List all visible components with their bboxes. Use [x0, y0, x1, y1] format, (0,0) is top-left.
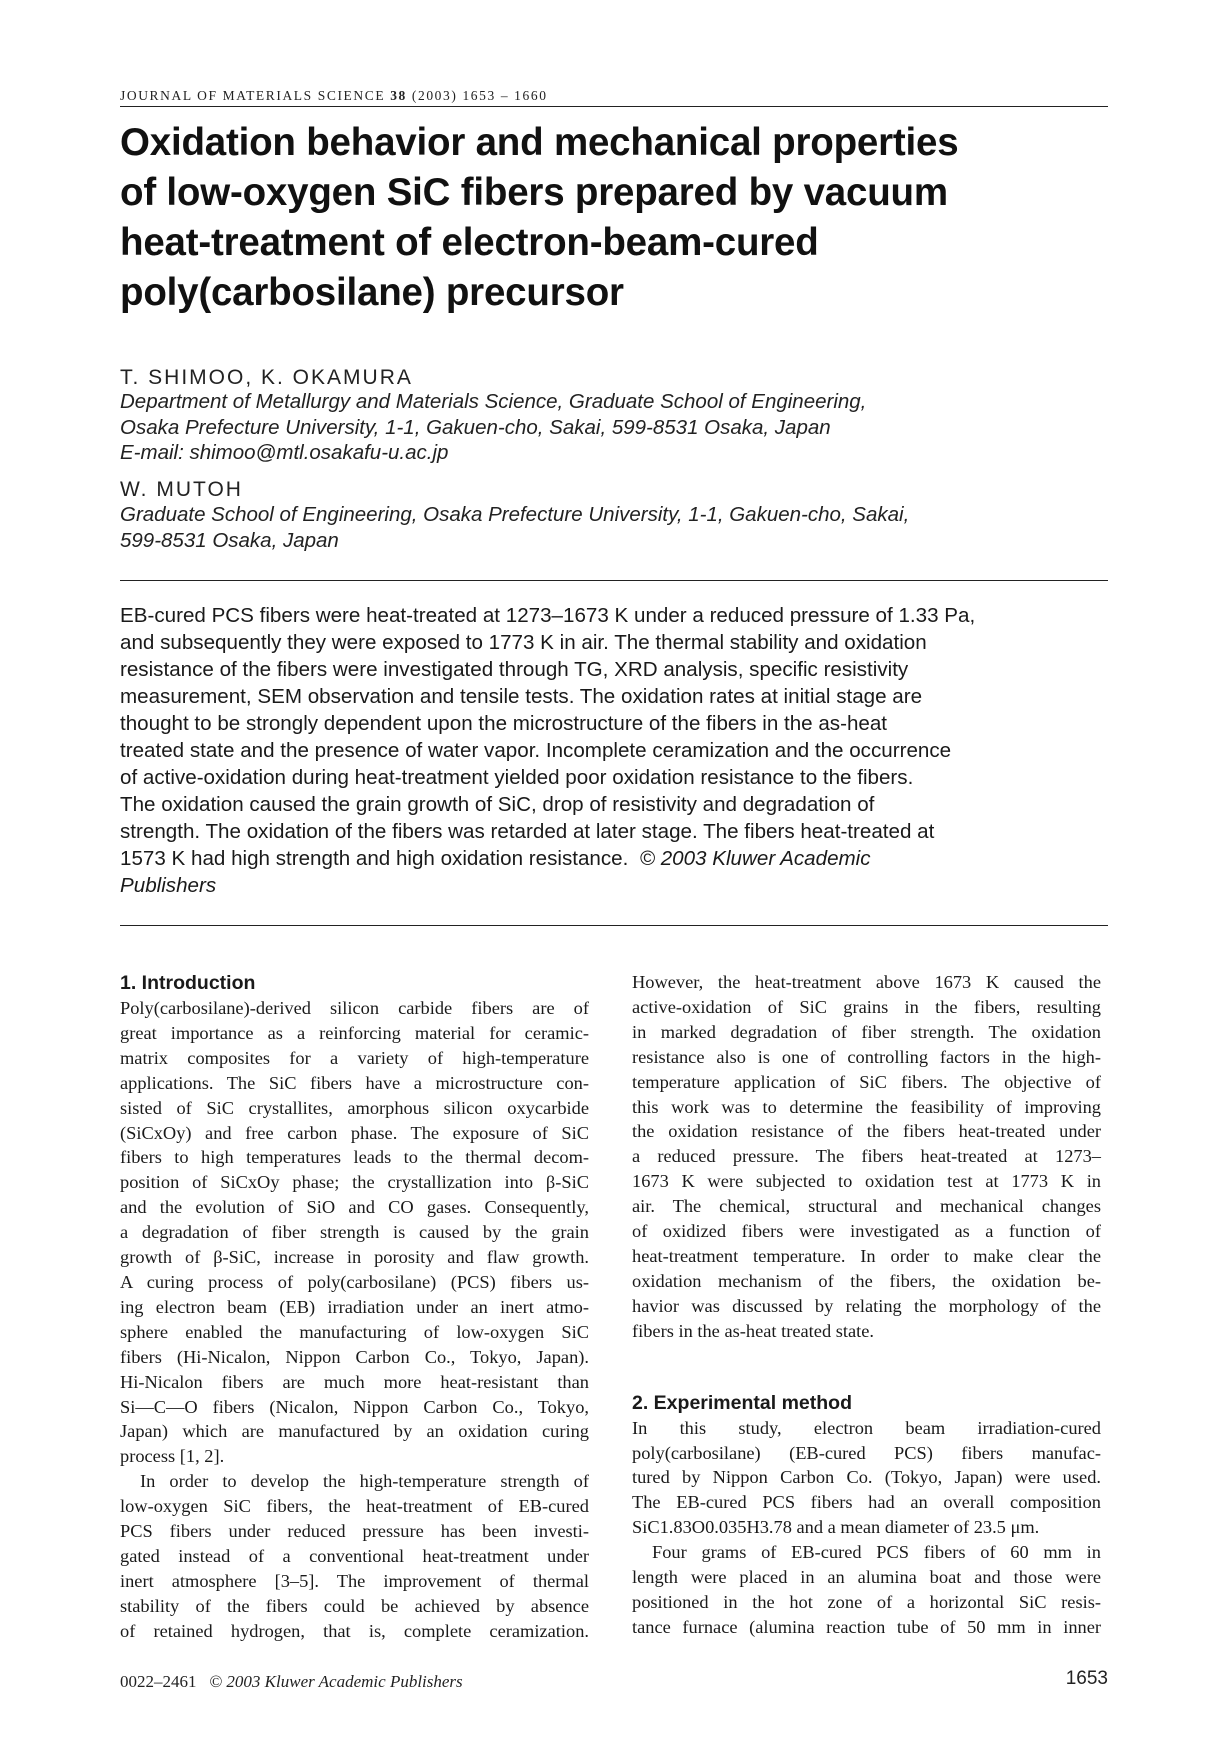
- text-line: this work was to determine the feasibility of improving: [632, 1096, 1101, 1117]
- text-line: low-oxygen SiC fibers, the heat-treatment of EB-cured: [120, 1496, 589, 1517]
- text-line: matrix composites for a variety of high-temperature: [120, 1047, 589, 1068]
- abstract-line: [120, 845, 1108, 872]
- paper-title: [120, 118, 1108, 318]
- text-line: resistance also is one of controlling factors in the high-: [632, 1046, 1101, 1067]
- footer-issn-copyright: [120, 1672, 463, 1692]
- text-line: length were placed in an alumina boat and those were: [632, 1567, 1101, 1588]
- text-line: process [1, 2].: [120, 1446, 225, 1467]
- text-line: a degradation of fiber strength is caused by the grain: [120, 1222, 589, 1243]
- text-line: growth of β-SiC, increase in porosity and flaw growth.: [120, 1247, 589, 1268]
- abstract-last-sentence: 1573 K had high strength and high oxidation resistance.: [120, 847, 629, 870]
- journal-header: [120, 88, 1108, 104]
- text-line: positioned in the hot zone of a horizontal SiC resis-: [632, 1591, 1101, 1612]
- intro-paragraph-1: [120, 996, 589, 1469]
- page-number: 1653: [1065, 1668, 1108, 1689]
- text-line: air. The chemical, structural and mechanical changes: [632, 1196, 1101, 1217]
- title-line: poly(carbosilane) precursor: [120, 271, 624, 314]
- text-line: Four grams of EB-cured PCS fibers of 60 mm in: [652, 1542, 1101, 1563]
- text-line: oxidation mechanism of the fibers, the oxidation be-: [632, 1270, 1101, 1291]
- footer-issn: 0022–2461: [120, 1672, 197, 1691]
- text-line: Japan) which are manufactured by an oxidation curing: [120, 1421, 589, 1442]
- text-line: In order to develop the high-temperature strength of: [140, 1471, 589, 1492]
- abstract-line: resistance of the fibers were investigated through TG, XRD analysis, specific resistivity: [120, 658, 909, 681]
- abstract-line: and subsequently they were exposed to 1773 K in air. The thermal stability and oxidation: [120, 631, 927, 654]
- affiliation-line: 599-8531 Osaka, Japan: [120, 528, 339, 552]
- text-line: sphere enabled the manufacturing of low-oxygen SiC: [120, 1321, 589, 1342]
- text-line: stability of the fibers could be achieved by absence: [120, 1595, 589, 1616]
- text-line: heat-treatment temperature. In order to make clear the: [632, 1245, 1101, 1266]
- text-line: Si—C—O fibers (Nicalon, Nippon Carbon Co., Tokyo,: [120, 1396, 589, 1417]
- text-line: SiC1.83O0.035H3.78 and a mean diameter of 23.5 μm.: [632, 1517, 1040, 1538]
- journal-volume: 38: [390, 88, 407, 103]
- affiliation-line: Department of Metallurgy and Materials Science, Graduate School of Engineering,: [120, 390, 867, 413]
- intro-paragraph-2: [120, 1469, 589, 1643]
- text-line: and the evolution of SiO and CO gases. Consequently,: [120, 1197, 589, 1218]
- text-line: PCS fibers under reduced pressure has been investi-: [120, 1521, 589, 1542]
- title-line: Oxidation behavior and mechanical properties: [120, 121, 959, 164]
- text-line: sisted of SiC crystallites, amorphous silicon oxycarbide: [120, 1097, 589, 1118]
- header-rule: [120, 106, 1108, 107]
- author-email: E-mail: shimoo@mtl.osakafu-u.ac.jp: [120, 441, 449, 464]
- journal-year-pages: (2003) 1653 – 1660: [411, 88, 548, 103]
- abstract-line: thought to be strongly dependent upon the microstructure of the fibers in the as-heat: [120, 712, 888, 735]
- text-line: A curing process of poly(carbosilane) (PCS) fibers us-: [120, 1271, 589, 1292]
- section-heading-experimental: 2. Experimental method: [632, 1391, 852, 1414]
- text-line: applications. The SiC fibers have a microstructure con-: [120, 1072, 589, 1093]
- section-spacer: [632, 1344, 1101, 1390]
- text-line: 1673 K were subjected to oxidation test at 1773 K in: [632, 1171, 1101, 1192]
- text-line: a reduced pressure. The fibers heat-treated at 1273–: [632, 1146, 1101, 1167]
- experimental-paragraph-2: [632, 1540, 1101, 1640]
- affiliation-line: Graduate School of Engineering, Osaka Prefecture University, 1-1, Gakuen-cho, Sakai,: [120, 503, 910, 526]
- intro-paragraph-3: [632, 970, 1101, 1344]
- text-line: In this study, electron beam irradiation-cured: [632, 1417, 1101, 1438]
- text-line: havior was discussed by relating the morphology of the: [632, 1295, 1101, 1316]
- abstract-line: treated state and the presence of water vapor. Incomplete ceramization and the occurrence: [120, 739, 952, 762]
- text-line: The EB-cured PCS fibers had an overall composition: [632, 1492, 1101, 1513]
- abstract-line: strength. The oxidation of the fibers was retarded at later stage. The fibers heat-treated at: [120, 820, 935, 843]
- text-line: temperature application of SiC fibers. The objective of: [632, 1071, 1101, 1092]
- footer-copyright: © 2003 Kluwer Academic Publishers: [209, 1672, 463, 1691]
- journal-name: JOURNAL OF MATERIALS SCIENCE: [120, 88, 386, 103]
- text-line: in marked degradation of fiber strength. The oxidation: [632, 1021, 1101, 1042]
- experimental-paragraph-1: [632, 1416, 1101, 1541]
- text-line: tance furnace (alumina reaction tube of 50 mm in inner: [632, 1616, 1101, 1637]
- abstract-copyright-cont: Publishers: [120, 874, 217, 897]
- abstract-top-rule: [120, 580, 1108, 581]
- left-column: [120, 970, 589, 1644]
- text-line: inert atmosphere [3–5]. The improvement of thermal: [120, 1570, 589, 1591]
- text-line: position of SiCxOy phase; the crystallization into β-SiC: [120, 1172, 589, 1193]
- author-names-2: W. MUTOH: [120, 478, 243, 501]
- text-line: gated instead of a conventional heat-treatment under: [120, 1545, 589, 1566]
- title-line: of low-oxygen SiC fibers prepared by vacuum: [120, 171, 948, 214]
- text-line: fibers to high temperatures leads to the thermal decom-: [120, 1147, 589, 1168]
- text-line: (SiCxOy) and free carbon phase. The exposure of SiC: [120, 1122, 589, 1143]
- text-line: However, the heat-treatment above 1673 K caused the: [632, 972, 1101, 992]
- abstract-line: of active-oxidation during heat-treatment yielded poor oxidation resistance to the fibers.: [120, 766, 914, 789]
- affiliation-1: [120, 389, 1108, 466]
- text-line: of oxidized fibers were investigated as a function of: [632, 1221, 1101, 1242]
- abstract-line: EB-cured PCS fibers were heat-treated at 1273–1673 K under a reduced pressure of 1.33 Pa,: [120, 604, 976, 627]
- text-line: fibers in the as-heat treated state.: [632, 1320, 875, 1341]
- text-line: Poly(carbosilane)-derived silicon carbide fibers are of: [120, 998, 589, 1018]
- right-column: [632, 970, 1101, 1640]
- abstract-bottom-rule: [120, 925, 1108, 926]
- section-heading-introduction: 1. Introduction: [120, 972, 256, 994]
- text-line: great importance as a reinforcing material for ceramic-: [120, 1022, 589, 1043]
- text-line: poly(carbosilane) (EB-cured PCS) fibers manufac-: [632, 1442, 1101, 1463]
- abstract-line: The oxidation caused the grain growth of SiC, drop of resistivity and degradation of: [120, 793, 875, 816]
- text-line: tured by Nippon Carbon Co. (Tokyo, Japan) were used.: [632, 1467, 1101, 1488]
- title-line: heat-treatment of electron-beam-cured: [120, 221, 819, 264]
- abstract-line: measurement, SEM observation and tensile tests. The oxidation rates at initial stage are: [120, 685, 923, 708]
- text-line: of retained hydrogen, that is, complete ceramization.: [120, 1620, 589, 1641]
- affiliation-2: [120, 502, 1108, 553]
- author-names-1: T. SHIMOO, K. OKAMURA: [120, 366, 413, 389]
- abstract: [120, 602, 1108, 899]
- text-line: active-oxidation of SiC grains in the fibers, resulting: [632, 996, 1101, 1017]
- abstract-copyright: © 2003 Kluwer Academic: [639, 847, 871, 870]
- text-line: the oxidation resistance of the fibers heat-treated under: [632, 1121, 1101, 1142]
- text-line: fibers (Hi-Nicalon, Nippon Carbon Co., Tokyo, Japan).: [120, 1346, 589, 1367]
- affiliation-line: Osaka Prefecture University, 1-1, Gakuen-cho, Sakai, 599-8531 Osaka, Japan: [120, 415, 831, 439]
- text-line: ing electron beam (EB) irradiation under an inert atmo-: [120, 1296, 589, 1317]
- text-line: Hi-Nicalon fibers are much more heat-resistant than: [120, 1371, 589, 1392]
